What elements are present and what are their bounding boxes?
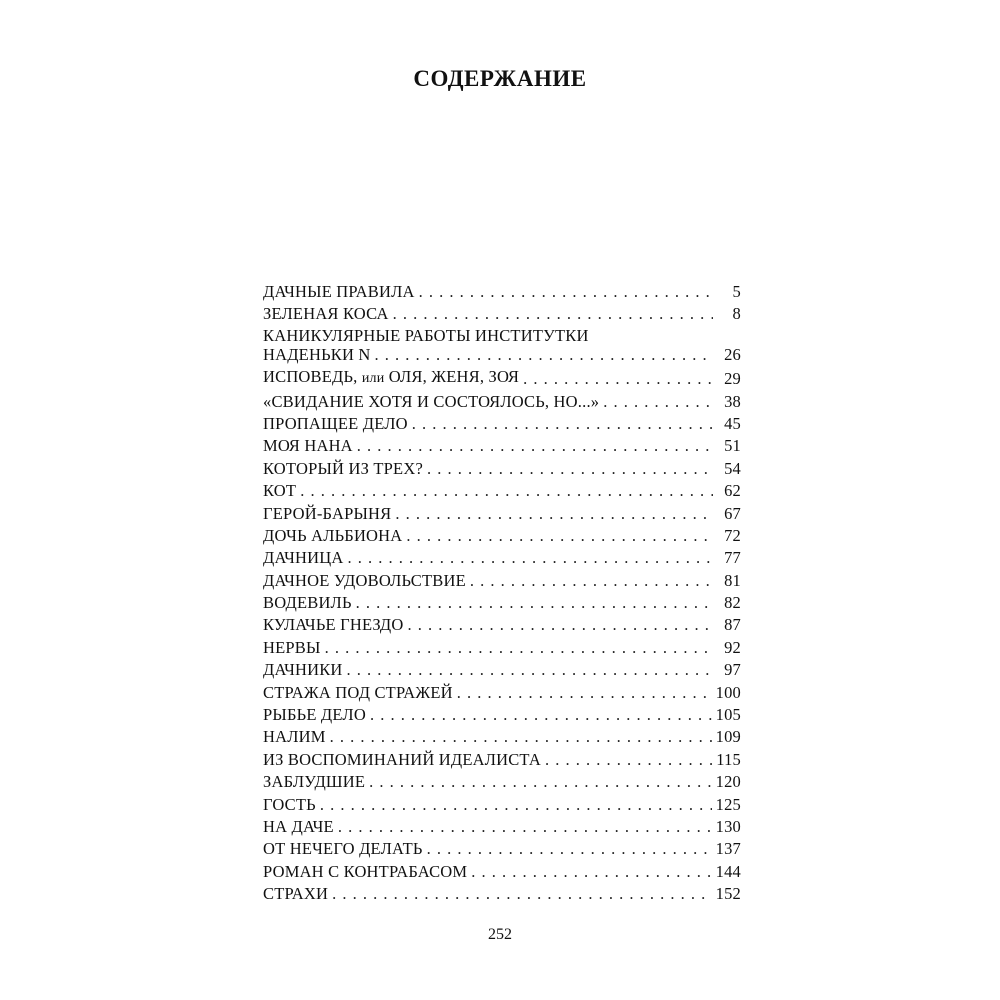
toc-entry (263, 571, 741, 590)
toc-entry-title-line1: КАНИКУЛЯРНЫЕ РАБОТЫ ИНСТИТУТКИ (263, 325, 589, 345)
toc-entry-title: ИЗ ВОСПОМИНАНИЙ ИДЕАЛИСТА (263, 749, 542, 769)
toc-entry-page: 29 (724, 369, 741, 389)
toc-entry-title: НАДЕНЬКИ N (263, 344, 371, 364)
toc-entry-title: РЫБЬЕ ДЕЛО (263, 705, 366, 725)
toc-entry-title: ВОДЕВИЛЬ (263, 593, 352, 613)
dot-leader (375, 345, 713, 364)
toc-entry-title: ОТ НЕЧЕГО ДЕЛАТЬ (263, 839, 423, 859)
toc-entry (263, 839, 741, 858)
toc-entry-page: 38 (724, 391, 741, 411)
toc-entry (263, 772, 741, 791)
toc-entry-page: 77 (724, 548, 741, 568)
toc-entry-title: ДАЧНЫЕ ПРАВИЛА (263, 282, 415, 301)
dot-leader (427, 839, 712, 858)
toc-entry-title: ДАЧНОЕ УДОВОЛЬСТВИЕ (263, 570, 466, 590)
toc-entry-page: 144 (715, 861, 741, 881)
toc-entry-title: ДАЧНИКИ (263, 660, 343, 680)
page-number: 252 (488, 926, 512, 943)
dot-leader (412, 414, 713, 433)
page-title: СОДЕРЖАНИЕ (413, 66, 587, 91)
toc-entry (263, 884, 741, 903)
toc-entry (263, 526, 741, 545)
toc-entry-page: 120 (715, 772, 741, 792)
toc-entry-page: 26 (724, 344, 741, 364)
dot-leader (545, 750, 712, 769)
toc-entry-page: 105 (715, 705, 741, 725)
dot-leader (523, 369, 713, 388)
toc-entry (263, 727, 741, 746)
toc-entry-title: ЗАБЛУДШИЕ (263, 772, 366, 792)
toc-entry-title: ГЕРОЙ-БАРЫНЯ (263, 503, 392, 523)
toc-entry-page: 115 (716, 749, 741, 769)
toc-entry-title: МОЯ НАНА (263, 436, 353, 456)
dot-leader (347, 548, 713, 567)
toc-entry-page: 8 (732, 304, 741, 324)
toc-entry-page: 137 (715, 839, 741, 859)
dot-leader (395, 504, 713, 523)
toc-entry-title (263, 367, 519, 388)
dot-leader (357, 436, 713, 455)
toc-entry-page: 125 (715, 794, 741, 814)
dot-leader (471, 862, 711, 881)
dot-leader (427, 459, 713, 478)
toc-entry-title: ГОСТЬ (263, 794, 316, 814)
toc-entry-page: 45 (724, 413, 741, 433)
dot-leader (470, 571, 713, 590)
toc-entry-page: 130 (715, 816, 741, 836)
dot-leader (330, 727, 712, 746)
toc-entry-title-part: ИСПОВЕДЬ, (263, 367, 362, 387)
toc-entry-title: ПРОПАЩЕЕ ДЕЛО (263, 413, 408, 433)
dot-leader (393, 304, 713, 323)
toc-entry (263, 414, 741, 433)
toc-entry (263, 660, 741, 679)
toc-entry (263, 817, 741, 836)
dot-leader (407, 615, 713, 634)
toc-entry-title: СТРАЖА ПОД СТРАЖЕЙ (263, 682, 453, 702)
dot-leader (603, 392, 713, 411)
toc-entry-page: 62 (724, 481, 741, 501)
toc-entry-title: НАЛИМ (263, 727, 326, 747)
toc-entry-title: НА ДАЧЕ (263, 816, 334, 836)
toc-entry (263, 436, 741, 455)
toc-entry-page: 51 (724, 436, 741, 456)
toc-entry-page: 109 (715, 727, 741, 747)
toc-entry-title-part: или (361, 371, 385, 387)
dot-leader (325, 638, 713, 657)
toc-entry-title-part: ОЛЯ, ЖЕНЯ, ЗОЯ (384, 367, 520, 387)
toc-entry-title: НЕРВЫ (263, 637, 321, 657)
toc-entry-page: 5 (732, 282, 741, 301)
dot-leader (332, 884, 712, 903)
toc-entry (263, 705, 741, 724)
toc-entry-title: СТРАХИ (263, 884, 329, 904)
toc-entry-page: 92 (724, 637, 741, 657)
toc-entry-title: КОТОРЫЙ ИЗ ТРЕХ? (263, 458, 423, 478)
dot-leader (457, 683, 712, 702)
dot-leader (300, 481, 713, 500)
toc-entry (263, 638, 741, 657)
toc-entry (263, 548, 741, 567)
toc-entry-page: 81 (724, 570, 741, 590)
toc-entry (263, 750, 741, 769)
toc-entry-title: «СВИДАНИЕ ХОТЯ И СОСТОЯЛОСЬ, НО...» (263, 391, 600, 411)
toc-entry-title: ЗЕЛЕНАЯ КОСА (263, 304, 389, 324)
toc-entry-title: КОТ (263, 481, 297, 501)
toc-entry (263, 481, 741, 500)
toc-entry (263, 392, 741, 411)
dot-leader (320, 795, 712, 814)
toc-entry-page: 87 (724, 615, 741, 635)
toc-entry (263, 282, 741, 301)
toc-entry (263, 504, 741, 523)
toc-entry-title: ДАЧНИЦА (263, 548, 344, 568)
dot-leader (338, 817, 712, 836)
toc-entry (263, 683, 741, 702)
toc-entry-page: 72 (724, 525, 741, 545)
toc-entry-title: КУЛАЧЬЕ ГНЕЗДО (263, 615, 404, 635)
toc-entry-page: 152 (715, 884, 741, 904)
dot-leader (369, 772, 711, 791)
toc-entry-title: РОМАН С КОНТРАБАСОМ (263, 861, 468, 881)
toc-entry-page: 82 (724, 593, 741, 613)
dot-leader (347, 660, 713, 679)
toc-entry (263, 459, 741, 478)
toc-entry (263, 327, 741, 364)
dot-leader (406, 526, 713, 545)
toc-entry (263, 304, 741, 323)
toc-entry (263, 795, 741, 814)
toc-entry-title: ДОЧЬ АЛЬБИОНА (263, 525, 403, 545)
toc-entry (263, 367, 741, 388)
toc-entry (263, 615, 741, 634)
toc-entry (263, 593, 741, 612)
toc-entry-page: 100 (715, 682, 741, 702)
dot-leader (356, 593, 713, 612)
toc-entry-page: 67 (724, 503, 741, 523)
dot-leader (370, 705, 712, 724)
toc-entry (263, 862, 741, 881)
toc-entry-page: 54 (724, 458, 741, 478)
table-of-contents (263, 282, 741, 907)
dot-leader (419, 282, 713, 301)
toc-entry-page: 97 (724, 660, 741, 680)
